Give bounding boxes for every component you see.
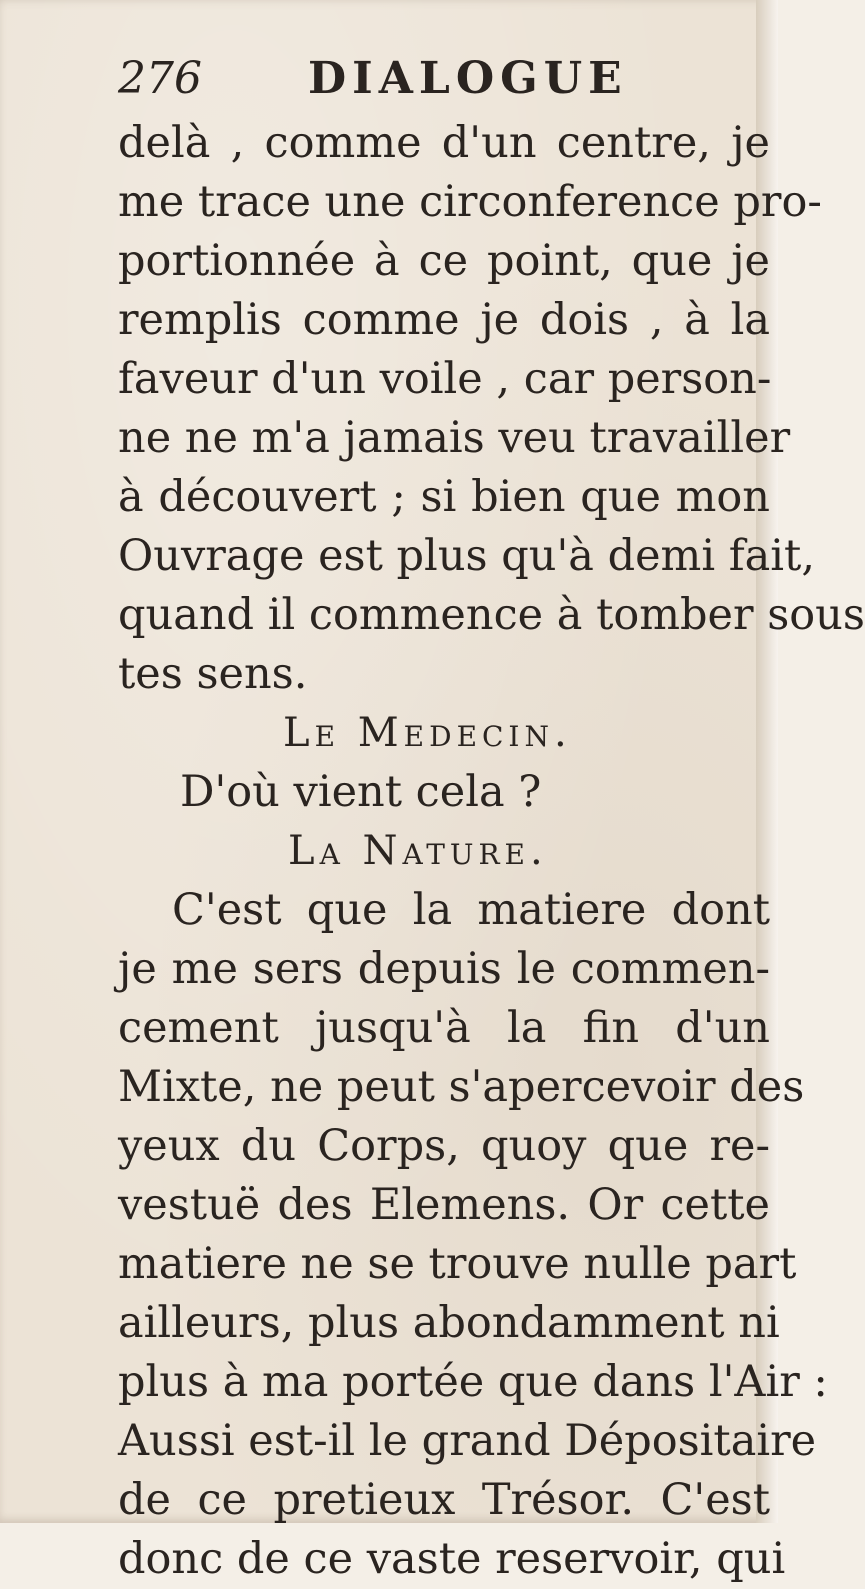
text-line: de ce pretieux Trésor. C'est — [118, 1475, 770, 1525]
text-line: delà , comme d'un centre, je — [118, 118, 770, 168]
text-line: faveur d'un voile , car person- — [118, 354, 772, 404]
text-line: portionnée à ce point, que je — [118, 236, 770, 286]
text-line: Aussi est-il le grand Dépositaire — [118, 1416, 817, 1466]
text-line: je me sers depuis le commen- — [118, 944, 770, 994]
text-line: ailleurs, plus abondamment ni — [118, 1298, 780, 1348]
text-line: C'est que la matiere dont — [172, 885, 770, 935]
text-line: me trace une circonference pro- — [118, 177, 822, 227]
text-line: Ouvrage est plus qu'à demi fait, — [118, 531, 816, 581]
speaker-heading-nature: La Nature. — [288, 828, 548, 874]
text-line: yeux du Corps, quoy que re- — [118, 1121, 770, 1171]
page-number: 276 — [118, 53, 202, 104]
page-text — [118, 44, 865, 1589]
text-line: quand il commence à tomber sous — [118, 590, 865, 640]
page-header — [118, 44, 770, 114]
question-line: D'où vient cela ? — [180, 767, 542, 817]
running-title: DIALOGUE — [308, 53, 628, 104]
text-line: cement jusqu'à la fin d'un — [118, 1003, 770, 1053]
text-line: remplis comme je dois , à la — [118, 295, 770, 345]
text-line: matiere ne se trouve nulle part — [118, 1239, 797, 1289]
text-line: à découvert ; si bien que mon — [118, 472, 770, 522]
text-line: donc de ce vaste reservoir, qui — [118, 1534, 786, 1584]
text-line: vestuë des Elemens. Or cette — [118, 1180, 770, 1230]
text-line: Mixte, ne peut s'apercevoir des — [118, 1062, 805, 1112]
speaker-heading-medecin: Le Medecin. — [283, 710, 572, 756]
text-line: tes sens. — [118, 649, 308, 699]
text-line: plus à ma portée que dans l'Air : — [118, 1357, 828, 1407]
text-line: ne ne m'a jamais veu travailler — [118, 413, 791, 463]
